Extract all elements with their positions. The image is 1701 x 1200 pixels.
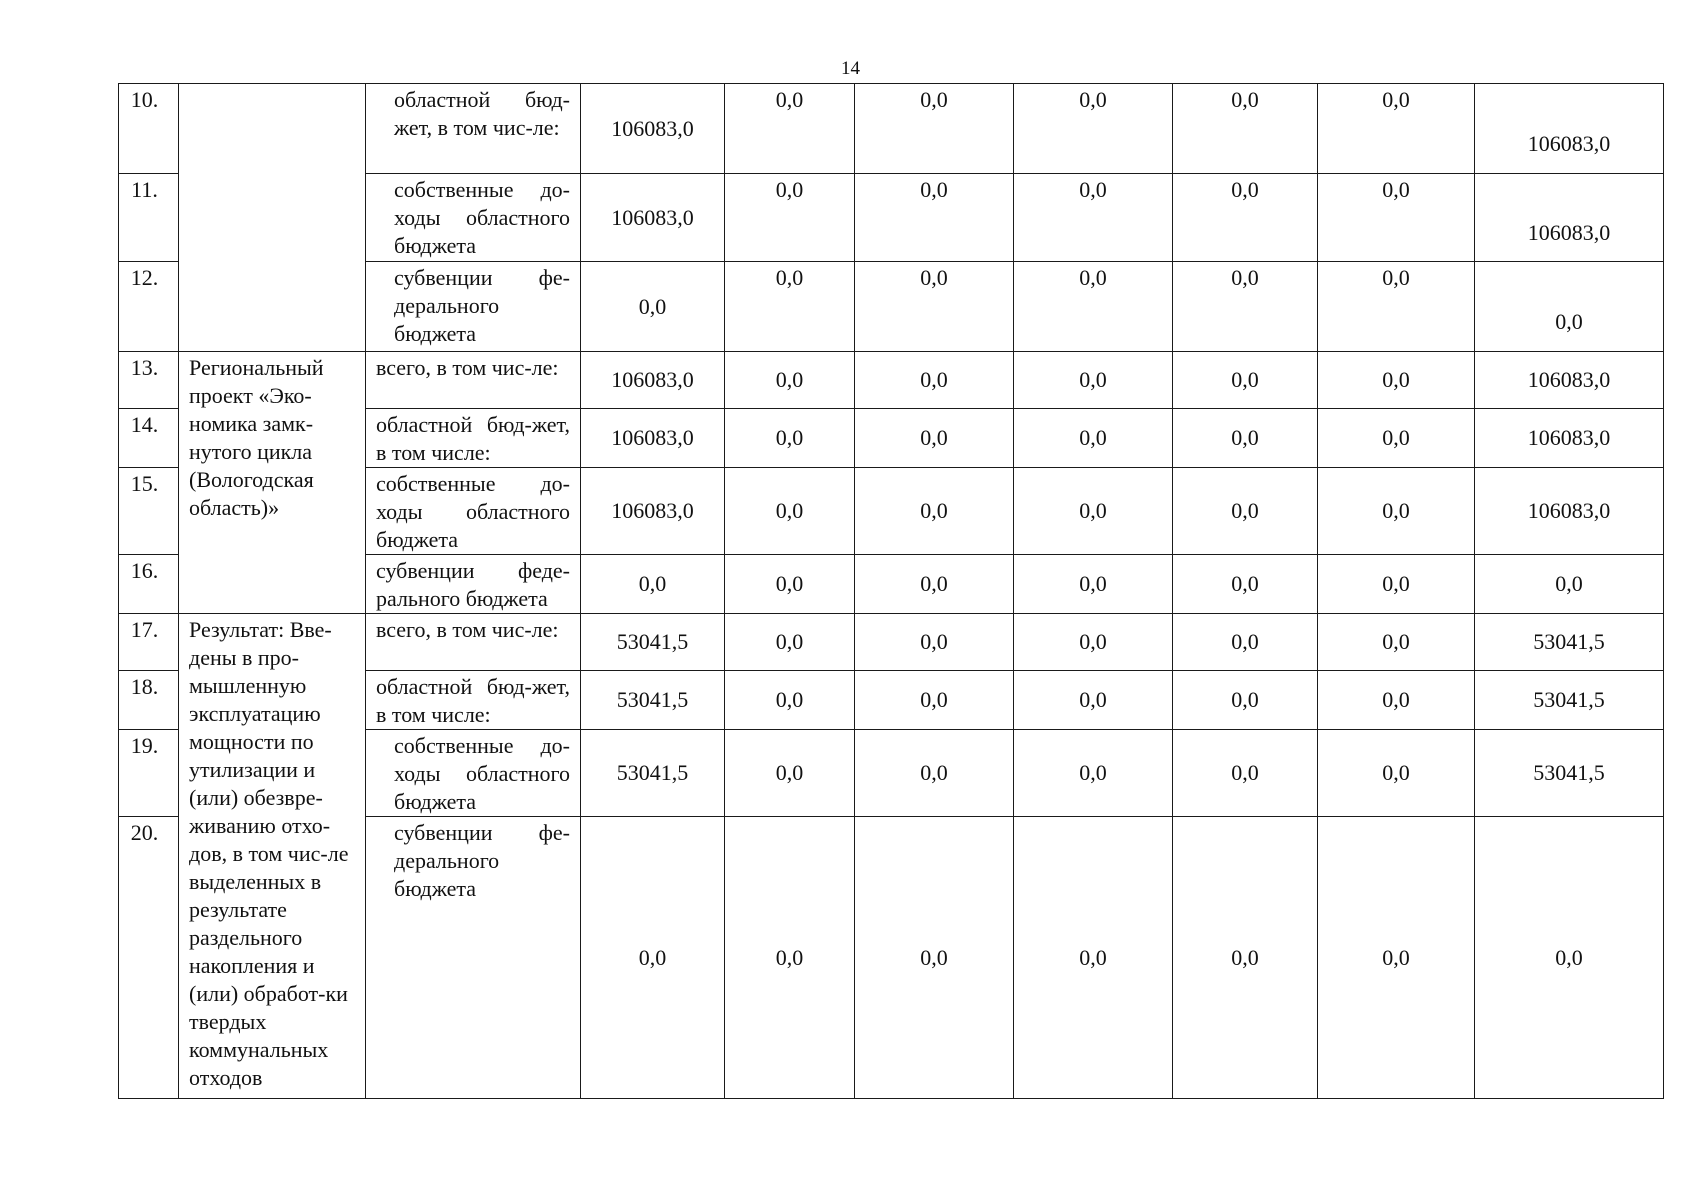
amount-value: 0,0 <box>1173 409 1318 468</box>
amount-value: 0,0 <box>725 468 855 555</box>
row-number: 14. <box>119 409 179 468</box>
funding-source: всего, в том чис-ле: <box>366 352 581 409</box>
amount-value: 0,0 <box>725 352 855 409</box>
amount-value: 0,0 <box>1318 352 1475 409</box>
amount-value: 0,0 <box>1014 614 1173 671</box>
amount-value: 0,0 <box>1318 409 1475 468</box>
page-number: 14 <box>841 58 860 79</box>
row-number: 15. <box>119 468 179 555</box>
amount-value: 106083,0 <box>581 409 725 468</box>
amount-value: 0,0 <box>1014 730 1173 817</box>
amount-value: 106083,0 <box>581 468 725 555</box>
row-number: 17. <box>119 614 179 671</box>
funding-source: областной бюд-жет, в том чис-ле: <box>366 84 581 174</box>
row-number: 20. <box>119 817 179 1099</box>
amount-value: 0,0 <box>1014 671 1173 730</box>
funding-source: областной бюд-жет, в том числе: <box>366 409 581 468</box>
table-body <box>119 84 1664 1099</box>
amount-value: 106083,0 <box>581 174 725 262</box>
amount-value: 0,0 <box>855 555 1014 614</box>
amount-value: 0,0 <box>1318 555 1475 614</box>
amount-value: 0,0 <box>855 671 1014 730</box>
amount-value: 0,0 <box>1014 468 1173 555</box>
funding-source: всего, в том чис-ле: <box>366 614 581 671</box>
amount-value: 0,0 <box>725 174 855 262</box>
total-value: 106083,0 <box>1475 468 1664 555</box>
amount-value: 0,0 <box>1014 352 1173 409</box>
funding-source: субвенции феде-рального бюджета <box>366 555 581 614</box>
row-number: 19. <box>119 730 179 817</box>
total-value: 0,0 <box>1475 817 1664 1099</box>
funding-source: областной бюд-жет, в том числе: <box>366 671 581 730</box>
amount-value: 0,0 <box>1173 817 1318 1099</box>
table-row <box>119 352 1664 409</box>
amount-value: 0,0 <box>1014 84 1173 174</box>
amount-value: 0,0 <box>855 409 1014 468</box>
amount-value: 0,0 <box>725 730 855 817</box>
amount-value: 0,0 <box>725 555 855 614</box>
amount-value: 0,0 <box>725 614 855 671</box>
amount-value: 0,0 <box>855 262 1014 352</box>
total-value: 106083,0 <box>1475 174 1664 262</box>
amount-value: 0,0 <box>1318 730 1475 817</box>
amount-value: 0,0 <box>1014 555 1173 614</box>
amount-value: 0,0 <box>1014 409 1173 468</box>
amount-value: 0,0 <box>725 262 855 352</box>
total-value: 0,0 <box>1475 262 1664 352</box>
amount-value: 0,0 <box>855 174 1014 262</box>
amount-value: 0,0 <box>1173 84 1318 174</box>
amount-value: 0,0 <box>1318 84 1475 174</box>
amount-value: 0,0 <box>855 352 1014 409</box>
total-value: 53041,5 <box>1475 671 1664 730</box>
funding-source: собственные до-ходы областного бюджета <box>366 468 581 555</box>
table-row <box>119 84 1664 174</box>
funding-source: субвенции фе-дерального бюджета <box>366 817 581 1099</box>
row-number: 13. <box>119 352 179 409</box>
amount-value: 0,0 <box>1173 614 1318 671</box>
row-number: 16. <box>119 555 179 614</box>
row-number: 10. <box>119 84 179 174</box>
group-label <box>179 84 366 352</box>
amount-value: 0,0 <box>725 817 855 1099</box>
funding-source: субвенции фе-дерального бюджета <box>366 262 581 352</box>
funding-source: собственные до-ходы областного бюджета <box>366 174 581 262</box>
amount-value: 0,0 <box>1173 174 1318 262</box>
amount-value: 0,0 <box>725 84 855 174</box>
group-label: Региональный проект «Эко-номика замк-нутого цикла (Вологодская область)» <box>179 352 366 614</box>
amount-value: 106083,0 <box>581 352 725 409</box>
amount-value: 0,0 <box>1173 730 1318 817</box>
total-value: 106083,0 <box>1475 84 1664 174</box>
amount-value: 0,0 <box>855 84 1014 174</box>
amount-value: 0,0 <box>855 468 1014 555</box>
table-row <box>119 614 1664 671</box>
total-value: 53041,5 <box>1475 614 1664 671</box>
amount-value: 0,0 <box>1014 174 1173 262</box>
total-value: 106083,0 <box>1475 352 1664 409</box>
row-number: 18. <box>119 671 179 730</box>
amount-value: 53041,5 <box>581 614 725 671</box>
amount-value: 0,0 <box>1318 468 1475 555</box>
amount-value: 0,0 <box>581 817 725 1099</box>
amount-value: 106083,0 <box>581 84 725 174</box>
amount-value: 53041,5 <box>581 671 725 730</box>
total-value: 0,0 <box>1475 555 1664 614</box>
funding-source: собственные до-ходы областного бюджета <box>366 730 581 817</box>
budget-table <box>118 83 1664 1099</box>
amount-value: 0,0 <box>855 614 1014 671</box>
amount-value: 0,0 <box>581 262 725 352</box>
row-number: 11. <box>119 174 179 262</box>
row-number: 12. <box>119 262 179 352</box>
amount-value: 0,0 <box>1014 262 1173 352</box>
amount-value: 0,0 <box>1318 817 1475 1099</box>
amount-value: 0,0 <box>1318 174 1475 262</box>
amount-value: 0,0 <box>725 671 855 730</box>
amount-value: 0,0 <box>1173 555 1318 614</box>
amount-value: 0,0 <box>855 730 1014 817</box>
group-label: Результат: Вве-дены в про-мышленную эксплуатацию мощности по утилизации и (или) обезвре-живанию отхо-дов, в том чис-ле выделенных в результате раздельного накопления и (или) обработ-ки твердых коммунальных отходов <box>179 614 366 1099</box>
amount-value: 0,0 <box>1173 468 1318 555</box>
amount-value: 0,0 <box>1318 614 1475 671</box>
amount-value: 0,0 <box>1173 352 1318 409</box>
amount-value: 53041,5 <box>581 730 725 817</box>
total-value: 53041,5 <box>1475 730 1664 817</box>
amount-value: 0,0 <box>581 555 725 614</box>
amount-value: 0,0 <box>1318 262 1475 352</box>
total-value: 106083,0 <box>1475 409 1664 468</box>
amount-value: 0,0 <box>725 409 855 468</box>
amount-value: 0,0 <box>1173 671 1318 730</box>
amount-value: 0,0 <box>1173 262 1318 352</box>
amount-value: 0,0 <box>1318 671 1475 730</box>
amount-value: 0,0 <box>855 817 1014 1099</box>
amount-value: 0,0 <box>1014 817 1173 1099</box>
